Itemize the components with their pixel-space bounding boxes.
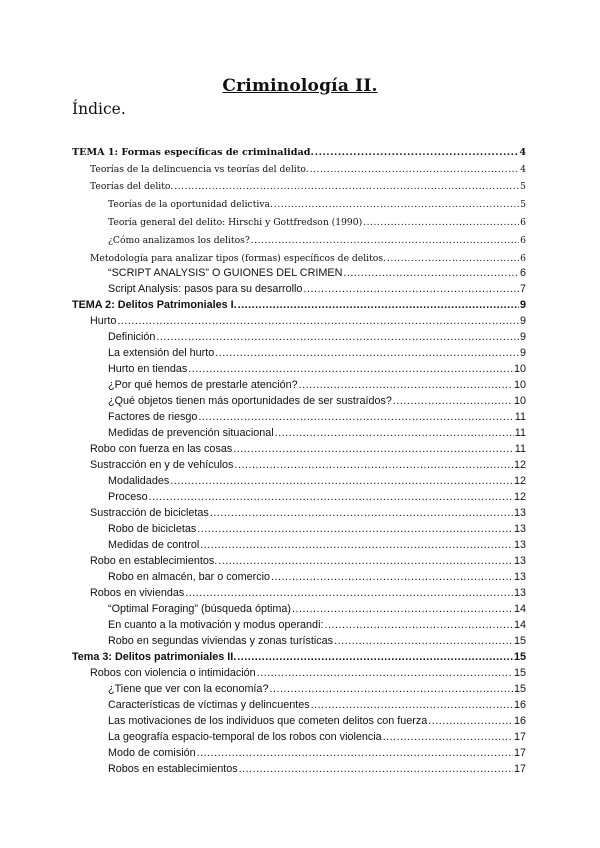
toc-entry-level1[interactable]: TEMA 1: Formas específicas de criminalidad. ..... 4 <box>72 145 526 160</box>
toc-entry-level3[interactable]: Teoría general del delito: Hirschi y Gottfredson (1990) ..... 6 <box>108 215 526 230</box>
toc-entry-level2[interactable]: Metodología para analizar tipos (formas) específicos de delitos. ..... 6 <box>90 251 526 266</box>
toc-entry-level2[interactable]: Teorías de la delincuencia vs teorías del delito. ..... 4 <box>90 162 526 177</box>
toc-entry-level3[interactable]: Medidas de prevención situacional ..... 11 <box>108 426 526 441</box>
index-heading: Índice. <box>72 100 126 118</box>
toc-entry-level3[interactable]: ¿Qué objetos tienen más oportunidades de ser sustraídos? ..... 10 <box>108 394 526 409</box>
toc-entry-level1[interactable]: TEMA 2: Delitos Patrimoniales I. ..... 9 <box>72 298 526 313</box>
document-title: Criminología II. <box>222 76 378 96</box>
toc-entry-level3[interactable]: Script Analysis: pasos para su desarrollo ..... 7 <box>108 282 526 297</box>
toc-entry-level3[interactable]: En cuanto a la motivación y modus operandi: ..... 14 <box>108 618 526 633</box>
toc-entry-level3[interactable]: Las motivaciones de los individuos que cometen delitos con fuerza ..... 16 <box>108 714 526 729</box>
toc-entry-level3[interactable]: Robo de bicicletas ..... 13 <box>108 522 526 537</box>
toc-entry-level3[interactable]: ¿Cómo analizamos los delitos? ..... 6 <box>108 233 526 248</box>
toc-entry-level3[interactable]: Factores de riesgo ..... 11 <box>108 410 526 425</box>
toc-entry-level3[interactable]: ¿Tiene que ver con la economía? ..... 15 <box>108 682 526 697</box>
toc-entry-level3[interactable]: La geografía espacio-temporal de los robos con violencia ..... 17 <box>108 730 526 745</box>
toc-entry-level2[interactable]: Robos en viviendas ..... 13 <box>90 586 526 601</box>
toc-entry-level3[interactable]: Modo de comisión ..... 17 <box>108 746 526 761</box>
toc-entry-level3[interactable]: “SCRIPT ANALYSIS” O GUIONES DEL CRIMEN ..... 6 <box>108 266 526 281</box>
toc-entry-level1[interactable]: Tema 3: Delitos patrimoniales II. ..... 15 <box>72 650 526 665</box>
toc-entry-level3[interactable]: Teorías de la oportunidad delictiva. ..... 5 <box>108 197 526 212</box>
toc-entry-level3[interactable]: Características de víctimas y delincuentes ..... 16 <box>108 698 526 713</box>
toc-entry-level3[interactable]: Robo en almacén, bar o comercio ..... 13 <box>108 570 526 585</box>
toc-entry-level3[interactable]: Proceso ..... 12 <box>108 490 526 505</box>
toc-entry-level2[interactable]: Hurto ..... 9 <box>90 314 526 329</box>
toc-entry-level3[interactable]: Definición ..... 9 <box>108 330 526 345</box>
toc-entry-level2[interactable]: Robo con fuerza en las cosas ..... 11 <box>90 442 526 457</box>
toc-entry-level3[interactable]: Hurto en tiendas ..... 10 <box>108 362 526 377</box>
toc-entry-level3[interactable]: “Optimal Foraging” (búsqueda óptima) ..... 14 <box>108 602 526 617</box>
toc-entry-level2[interactable]: Robo en establecimientos. ..... 13 <box>90 554 526 569</box>
toc-entry-level3[interactable]: La extensión del hurto ..... 9 <box>108 346 526 361</box>
toc-entry-level3[interactable]: Modalidades ..... 12 <box>108 474 526 489</box>
toc-entry-level2[interactable]: Teorías del delito. ..... 5 <box>90 179 526 194</box>
toc-entry-level2[interactable]: Sustracción de bicicletas ..... 13 <box>90 506 526 521</box>
toc-entry-level2[interactable]: Sustracción en y de vehículos ..... 12 <box>90 458 526 473</box>
toc-entry-level3[interactable]: ¿Por qué hemos de prestarle atención? ..... 10 <box>108 378 526 393</box>
toc-entry-level3[interactable]: Medidas de control ..... 13 <box>108 538 526 553</box>
toc-entry-level2[interactable]: Robos con violencia o intimidación ..... 15 <box>90 666 526 681</box>
toc-entry-level3[interactable]: Robos en establecimientos ..... 17 <box>108 762 526 777</box>
toc-entry-level3[interactable]: Robo en segundas viviendas y zonas turísticas ..... 15 <box>108 634 526 649</box>
